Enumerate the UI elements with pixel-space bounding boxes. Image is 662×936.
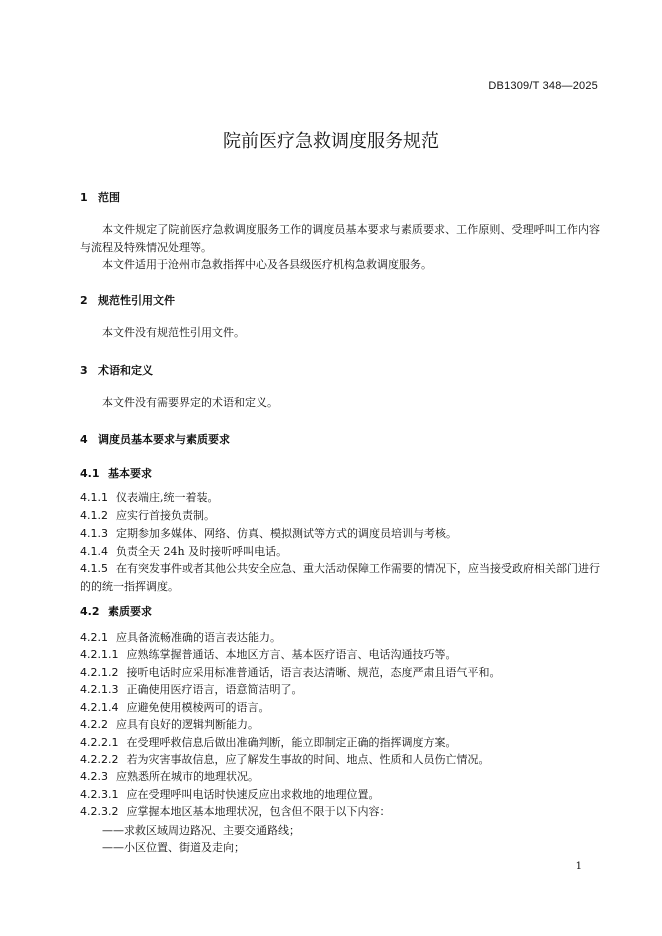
section-number: 4.1 (80, 467, 100, 480)
section-number: 4 (80, 433, 88, 446)
clause-text: 应熟悉所在城市的地理状况。 (116, 770, 259, 783)
section-title: 范围 (98, 191, 120, 204)
clause-number: 4.2.3 (80, 770, 108, 783)
section-title: 调度员基本要求与素质要求 (98, 433, 230, 446)
clause-number: 4.1.2 (80, 509, 108, 522)
clause-text: 定期参加多媒体、网络、仿真、模拟测试等方式的调度员培训与考核。 (116, 527, 457, 540)
clause-item (80, 525, 600, 543)
clause-number: 4.1.4 (80, 545, 108, 558)
clause-text: 应熟练掌握普通话、本地区方言、基本医疗语言、电话沟通技巧等。 (126, 648, 457, 661)
clause-item (80, 768, 600, 786)
section-heading-4 (80, 431, 230, 447)
clause-number: 4.2.3.2 (80, 805, 119, 818)
clause-item (80, 803, 600, 821)
paragraph: 本文件适用于沧州市急救指挥中心及各县级医疗机构急救调度服务。 (102, 258, 432, 271)
clause-text: 应掌握本地区基本地理状况，包含但不限于以下内容： (126, 805, 391, 818)
clause-number: 4.2.1.3 (80, 683, 119, 696)
clause-item (80, 507, 600, 525)
list-dash-item: ——求救区域周边路况、主要交通路线； (102, 824, 300, 837)
clause-item (80, 716, 600, 734)
section-number: 3 (80, 364, 88, 377)
clause-item (80, 629, 600, 647)
list-dash-item: ——小区位置、街道及走向； (102, 841, 245, 854)
clause-text: 应在受理呼叫电话时快速反应出求救地的地理位置。 (126, 788, 380, 801)
section-title: 基本要求 (108, 467, 152, 480)
section-heading-1 (80, 189, 120, 205)
clause-item (80, 664, 600, 682)
clause-item (80, 543, 600, 561)
clause-item (80, 489, 600, 507)
section-number: 2 (80, 294, 88, 307)
paragraph: 本文件没有需要界定的术语和定义。 (102, 396, 278, 409)
clause-text: 应避免使用模棱两可的语言。 (126, 701, 270, 714)
clause-text: 应实行首接负责制。 (116, 509, 215, 522)
clause-number: 4.2.1.2 (80, 666, 119, 679)
clause-text: 负责全天 24h 及时接听呼叫电话。 (116, 545, 288, 558)
clause-text: 应具有良好的逻辑判断能力。 (116, 718, 259, 731)
paragraph: 本文件没有规范性引用文件。 (102, 326, 245, 339)
clause-item (80, 786, 600, 804)
standard-number: DB1309/T 348—2025 (488, 80, 598, 92)
section-title: 素质要求 (108, 605, 152, 618)
clause-number: 4.1.5 (80, 562, 108, 575)
clause-text: 在有突发事件或者其他公共安全应急、重大活动保障工作需要的情况下，应当接受政府相关部门进行的的统一指挥调度。 (80, 562, 600, 593)
clause-number: 4.1.1 (80, 491, 108, 504)
section-heading-2 (80, 292, 175, 308)
clause-item (80, 734, 600, 752)
section-heading-3 (80, 362, 153, 378)
clause-number: 4.2.1.4 (80, 701, 119, 714)
subsection-heading-4-1 (80, 465, 152, 481)
clause-number: 4.2.2.2 (80, 753, 119, 766)
clause-item (80, 646, 600, 664)
clause-number: 4.2.2 (80, 718, 108, 731)
clause-text: 若为灾害事故信息，应了解发生事故的时间、地点、性质和人员伤亡情况。 (126, 753, 490, 766)
section-number: 4.2 (80, 605, 100, 618)
clause-number: 4.2.2.1 (80, 736, 119, 749)
clause-number: 4.1.3 (80, 527, 108, 540)
clause-text: 正确使用医疗语言，语意简洁明了。 (126, 683, 303, 696)
section-title: 规范性引用文件 (98, 294, 175, 307)
clause-item (80, 751, 600, 769)
clause-text: 接听电话时应采用标准普通话，语言表达清晰、规范，态度严肃且语气平和。 (126, 666, 501, 679)
clause-number: 4.2.3.1 (80, 788, 119, 801)
document-title: 院前医疗急救调度服务规范 (223, 131, 439, 152)
clause-text: 在受理呼救信息后做出准确判断，能立即制定正确的指挥调度方案。 (126, 736, 457, 749)
clause-number: 4.2.1.1 (80, 648, 119, 661)
page-number: 1 (575, 861, 582, 872)
paragraph: 本文件规定了院前医疗急救调度服务工作的调度员基本要求与素质要求、工作原则、受理呼叫工作内容与流程及特殊情况处理等。 (80, 223, 600, 254)
section-title: 术语和定义 (98, 364, 153, 377)
clause-item (80, 681, 600, 699)
clause-item (80, 699, 600, 717)
clause-number: 4.2.1 (80, 631, 108, 644)
subsection-heading-4-2 (80, 603, 152, 619)
clause-text: 应具备流畅准确的语言表达能力。 (116, 631, 281, 644)
clause-item (80, 560, 600, 595)
section-number: 1 (80, 191, 88, 204)
clause-text: 仪表端庄,统一着装。 (116, 491, 219, 504)
